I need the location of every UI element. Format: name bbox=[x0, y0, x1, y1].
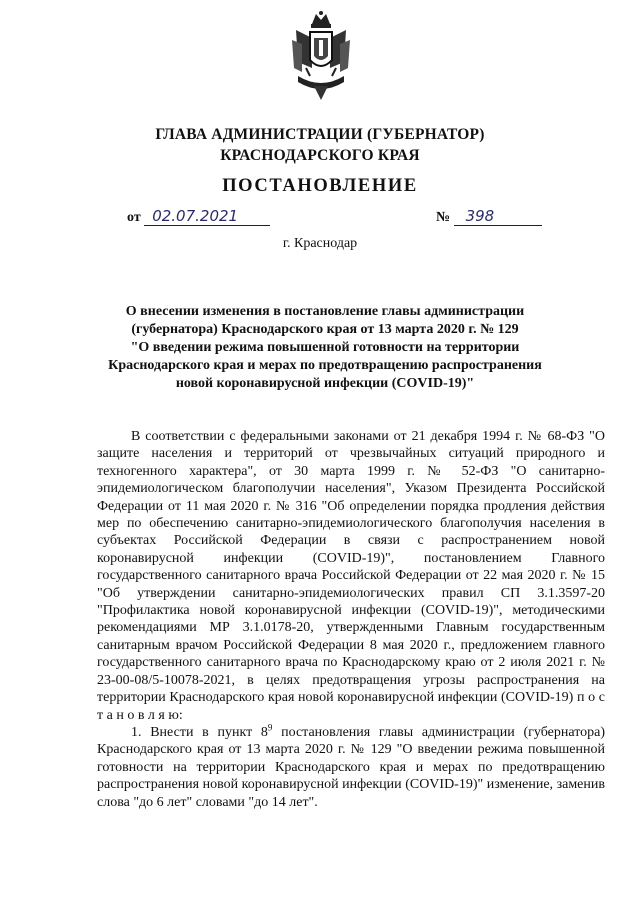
document-body bbox=[97, 428, 605, 811]
item-1-text-start: 1. Внести в пункт 8 bbox=[131, 724, 268, 740]
number-prefix: № bbox=[436, 210, 451, 225]
issuer-title-line1: ГЛАВА АДМИНИСТРАЦИИ (ГУБЕРНАТОР) bbox=[155, 126, 485, 143]
date-prefix: от bbox=[127, 210, 141, 225]
number-value: 398 bbox=[454, 207, 542, 226]
document-subject bbox=[100, 303, 550, 393]
document-type: ПОСТАНОВЛЕНИЕ bbox=[222, 176, 418, 196]
item-1-superscript: 9 bbox=[267, 722, 273, 733]
coat-of-arms-icon bbox=[290, 10, 352, 102]
subject-line: новой коронавирусной инфекции (COVID-19)" bbox=[175, 376, 475, 391]
item-1-text-end: постановления главы администрации (губернатора) Краснодарского края от 13 марта 2020 г. № 129 "О введении режима повышенной готовности на территории Краснодарского края и мерах по предотвращению распространения новой коронавирусной инфекции (COVID-19)" изменение, заменив слова "до 6 лет" словами "до 14 лет". bbox=[97, 724, 605, 810]
subject-line: Краснодарского края и мерах по предотвращению распространения bbox=[108, 358, 542, 373]
document-number bbox=[436, 207, 542, 226]
subject-line: "О введении режима повышенной готовности на территории bbox=[130, 340, 520, 355]
issuer-title-line2: КРАСНОДАРСКОГО КРАЯ bbox=[220, 147, 420, 164]
city: г. Краснодар bbox=[282, 236, 358, 251]
subject-line: О внесении изменения в постановление главы администрации bbox=[125, 304, 525, 319]
date-value: 02.07.2021 bbox=[144, 207, 270, 226]
body-paragraph-preamble: В соответствии с федеральными законами от 21 декабря 1994 г. № 68-ФЗ "О защите населения и территорий от чрезвычайных ситуаций природного и техногенного характера", от 30 марта 1999 г. № 52-ФЗ "О санитарно-эпидемиологическом благополучии населения", Указом Президента Российской Федерации от 11 мая 2020 г. № 316 "Об определении порядка продления действия мер по обеспечению санитарно-эпидемиологического благополучия населения в субъектах Российской Федерации в связи с распространением новой коронавирусной инфекции (COVID-19)", постановлением Главного государственного санитарного врача Российской Федерации от 22 мая 2020 г. № 15 "Об утверждении санитарно-эпидемиологических правил СП 3.1.3597-20 "Профилактика новой коронавирусной инфекции (COVID-19)", методическими рекомендациями МР 3.1.0178-20, утвержденными Главным государственным санитарным врачом Российской Федерации 8 мая 2020 г., предложением главного государственного санитарного врача по Краснодарскому краю от 2 июля 2021 г. № 23-00-08/5-10078-2021, в целях предотвращения угрозы распространения на территории Краснодарского края новой коронавирусной инфекции (COVID-19) п о с т а н о в л я ю: bbox=[97, 429, 605, 723]
document-date bbox=[127, 207, 270, 226]
body-paragraph-item-1 bbox=[97, 724, 605, 811]
subject-line: (губернатора) Краснодарского края от 13 марта 2020 г. № 129 bbox=[131, 322, 519, 337]
